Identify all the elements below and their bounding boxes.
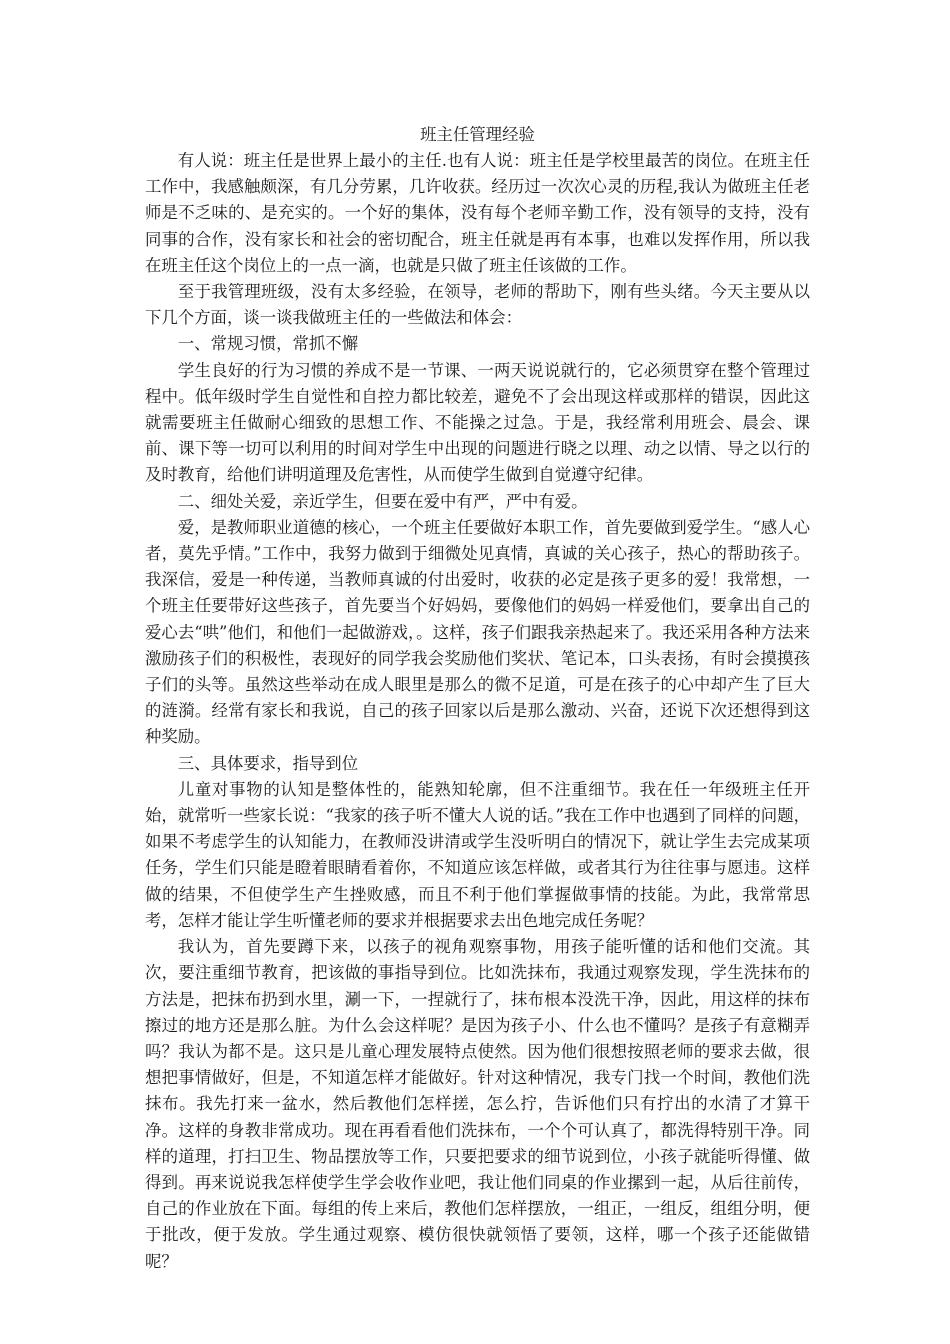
section-heading-3: 三、具体要求，指导到位 <box>177 753 359 773</box>
paragraph-care: 爱，是教师职业道德的核心，一个班主任要做好本职工作，首先要做到爱学生。“感人心者，莫先乎情。”工作中，我努力做到于细微处见真情，真诚的关心孩子，热心的帮助孩子。我深信，爱是一种传递，当教师真诚的付出爱时，收获的必定是孩子更多的爱！我常想，一个班主任要带好这些孩子，首先要当个好妈妈，要像他们的妈妈一样爱他们，要拿出自己的爱心去“哄”他们，和他们一起做游戏，。这样，孩子们跟我亲热起来了。我还采用各种方法来激励孩子们的积极性，表现好的同学我会奖励他们奖状、笔记本，口头表扬，有时会摸摸孩子们的头等。虽然这些举动在成人眼里是那么的微不足道，可是在孩子的心中却产生了巨大的涟漪。经常有家长和我说，自己的孩子回家以后是那么激动、兴奋，还说下次还想得到这种奖励。 <box>145 517 810 747</box>
section-heading-2: 二、细处关爱，亲近学生，但要在爱中有严，严中有爱。 <box>177 491 588 511</box>
paragraph-overview: 至于我管理班级，没有太多经验，在领导，老师的帮助下，刚有些头绪。今天主要从以下几个方面，谈一谈我做班主任的一些做法和体会： <box>145 282 810 328</box>
paragraph-intro: 有人说：班主任是世界上最小的主任.也有人说：班主任是学校里最苦的岗位。在班主任工作中，我感触颇深，有几分劳累，几许收获。经历过一次次心灵的历程,我认为做班主任老师是不乏味的、是充实的。一个好的集体，没有每个老师辛勤工作，没有领导的支持，没有同事的合作，没有家长和社会的密切配合，班主任就是再有本事，也难以发挥作用，所以我在班主任这个岗位上的一点一滴，也就是只做了班主任该做的工作。 <box>145 151 810 275</box>
paragraph-cognition: 儿童对事物的认知是整体性的，能熟知轮廓，但不注重细节。我在任一年级班主任开始，就常听一些家长说：“我家的孩子听不懂大人说的话。”我在工作中也遇到了同样的问题，如果不考虑学生的认知能力，在教师没讲清或学生没听明白的情况下，就让学生去完成某项任务，学生们只能是瞪着眼睛看着你，不知道应该怎样做，或者其行为往往事与愿违。这样做的结果，不但使学生产生挫败感，而且不利于他们掌握做事情的技能。为此，我常常思考，怎样才能让学生听懂老师的要求并根据要求去出色地完成任务呢？ <box>145 779 810 930</box>
document-body <box>145 122 810 1275</box>
section-heading-1: 一、常规习惯，常抓不懈 <box>177 334 359 354</box>
paragraph-habits: 学生良好的行为习惯的养成不是一节课、一两天说说就行的，它必须贯穿在整个管理过程中。低年级时学生自觉性和自控力都比较差，避免不了会出现这样或那样的错误，因此这就需要班主任做耐心细致的思想工作、不能操之过急。于是，我经常利用班会、晨会、课前、课下等一切可以利用的时间对学生中出现的问题进行晓之以理、动之以情、导之以行的及时教育，给他们讲明道理及危害性，从而使学生做到自觉遵守纪律。 <box>145 360 810 485</box>
paragraph-guidance: 我认为，首先要蹲下来，以孩子的视角观察事物，用孩子能听懂的话和他们交流。其次，要注重细节教育，把该做的事指导到位。比如洗抹布，我通过观察发现，学生洗抹布的方法是，把抹布扔到水里，涮一下，一捏就行了，抹布根本没洗干净，因此，用这样的抹布擦过的地方还是那么脏。为什么会这样呢？是因为孩子小、什么也不懂吗？是孩子有意糊弄吗？我认为都不是。这只是儿童心理发展特点使然。因为他们很想按照老师的要求去做，很想把事情做好，但是，不知道怎样才能做好。针对这种情况，我专门找一个时间，教他们洗抹布。我先打来一盆水，然后教他们怎样搓，怎么拧，告诉他们只有拧出的水清了才算干净。这样的身教非常成功。现在再看看他们洗抹布，一个个可认真了，都洗得特别干净。同样的道理，打扫卫生、物品摆放等工作，只要把要求的细节说到位，小孩子就能听得懂、做得到。再来说说我怎样使学生学会收作业吧，我让他们同桌的作业摞到一起，从后往前传，自己的作业放在下面。每组的传上来后，教他们怎样摆放，一组正，一组反，组组分明，便于批改，便于发放。学生通过观察、模仿很快就领悟了要领，这样，哪一个孩子还能做错呢？ <box>145 937 810 1271</box>
document-title: 班主任管理经验 <box>420 125 535 144</box>
